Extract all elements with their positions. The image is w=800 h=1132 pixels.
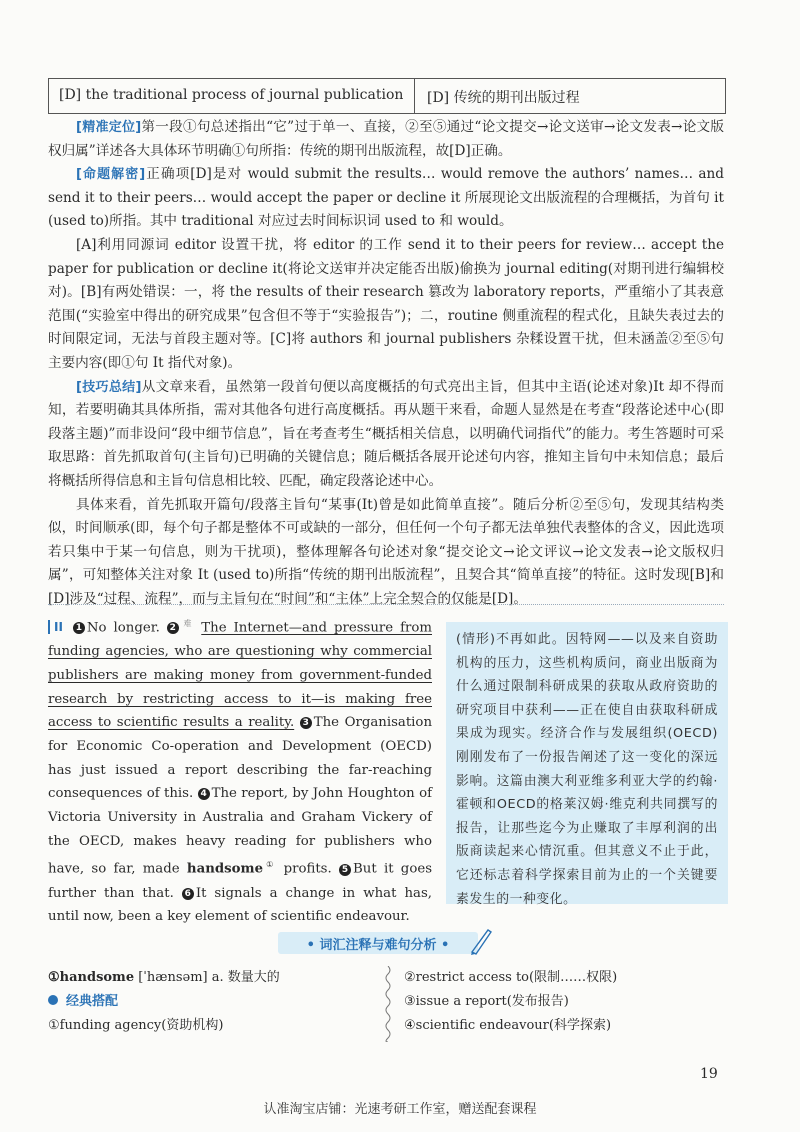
section-marker: II <box>48 620 63 634</box>
pen-icon <box>468 926 494 956</box>
sentence-1: No longer. <box>86 620 160 636</box>
analysis-paragraph-2: [命题解密]正确项[D]是对 would submit the results… would remove the authors’ names… and send it to their peers… would accept the paper or decline it 所展现论文出版流程的合理概括，为首句 it (used to)所指。其中 traditional 对应过去时间标识词 used to 和 would。 <box>48 166 724 230</box>
tag-skill-summary: [技巧总结] <box>76 379 142 395</box>
analysis-paragraph-4: [技巧总结]从文章来看，虽然第一段首句便以高度概括的句式亮出主旨，但其中主语(论述对象)It 却不得而知，若要明确其具体所指，需对其他各句进行高度概括。再从题干来看，命题人显然是在考查“段落论述中心(即段落主题)”而非设问“段中细节信息”，旨在考查考生“概括相关信息，以明确代词指代”的能力。考生答题时可采取思路：首先抓取首句(主旨句)已明确的关键信息；随后概括各展开论述句内容，推知主旨句中未知信息；最后将概括所得信息和主旨句信息相比较、匹配，确定段落论述中心。 <box>48 378 724 489</box>
vocab-right-column <box>404 966 734 1038</box>
vocab-handsome: handsome <box>186 861 264 877</box>
sentence-5: But it goes further than that. <box>48 861 433 901</box>
analysis-section <box>48 116 724 611</box>
collocation-item-3: ③issue a report(发布报告) <box>404 994 569 1009</box>
vocab-item-handsome: ①handsome [ˈhænsəm] a. 数量大的 <box>48 970 280 985</box>
english-passage: II 1 No longer. 2 $^难$ The Internet—and pressure from funding agencies, who are questioning why commercial publishers are making money from government-funded research by restricting access to it—is making free access to scientific results a reality. 3 The Organisation for Economic Co-operation and Development (OECD) has just issued a report describing the far-reaching consequences of this. 4 The report, by John Houghton of Victoria University in Australia and Graham Vickery of the OECD, makes heavy reading for publishers who have, so far, made handsome① profits. 5 But it goes further than that. 6 It signals a change in what has, until now, been a key element of scientific endeavour. <box>48 619 433 925</box>
sentence-number-2: 2 <box>167 622 179 634</box>
vocab-analysis-banner: • 词汇注释与难句分析 • <box>278 932 478 954</box>
answer-option-table <box>48 78 726 114</box>
collocation-item-4: ④scientific endeavour(科学探索) <box>404 1018 612 1033</box>
analysis-paragraph-5: 具体来看，首先抓取开篇句/段落主旨句“某事(It)曾是如此简单直接”。随后分析②至⑤句，发现其结构类似，时间顺承(即，每个句子都是整体不可或缺的一部分，但任何一个句子都无法单独代表整体的含义，因此选项若只集中于某一句信息，则为干扰项)，整体理解各句论述对象“提交论文→论文评议→论文发表→论文版权归属”，可知整体关注对象 It (used to)所指“传统的期刊出版流程”，且契合其“简单直接”的特征。这时发现[B]和[D]涉及“过程、流程”，而与主旨句在“时间”和“主体”上完全契合的仅能是[D]。 <box>48 496 724 607</box>
sentence-number-6: 6 <box>182 888 194 900</box>
sentence-number-3: 3 <box>300 717 312 729</box>
sentence-2-difficult: The Internet—and pressure from funding agencies, who are questioning why commercial publishers are making money from government-funded research by restricting access to it—is making free access to scientific results a reality. <box>48 620 432 731</box>
collocation-item-2: ②restrict access to(限制……权限) <box>404 970 618 985</box>
difficult-mark: 难 <box>180 619 195 628</box>
sentence-number-1: 1 <box>73 622 85 634</box>
chinese-translation-box: (情形)不再如此。因特网——以及来自资助机构的压力，这些机构质问，商业出版商为什么通过限制科研成果的获取从政府资助的研究项目中获利——正在使自由获取科研成果成为现实。经济合作与发展组织(OECD)刚刚发布了一份报告阐述了这一变化的深远影响。这篇由澳大利亚维多利亚大学的约翰·霍顿和OECD的格莱汉姆·维克利共同撰写的报告，让那些迄今为止赚取了丰厚利润的出版商读起来心情沉重。但其意义不止于此，它还标志着科学探索目前为止的一个关键要素发生的一种变化。 <box>446 622 728 904</box>
option-d-english: [D] the traditional process of journal publication <box>49 79 415 113</box>
footer-text: 认准淘宝店铺：光速考研工作室，赠送配套课程 <box>263 1102 537 1117</box>
wavy-divider <box>384 966 392 1042</box>
analysis-paragraph-3: [A]利用同源词 editor 设置干扰，将 editor 的工作 send it to their peers for review… accept the paper for publication or decline it(将论文送审并决定能否出版)偷换为 journal editing(对期刊进行编辑校对)。[B]有两处错误：一，将 the results of their research 篡改为 laboratory reports，严重缩小了其表意范围(“实验室中得出的研究成果”包含但不等于“实验报告”)；二，routine 侧重流程的程式化，且缺失表过去的时间限定词，无法与首段主题对等。[C]将 authors 和 journal publishers 杂糅设置干扰，但未涵盖②至⑤句主要内容(即①句 It 指代对象)。 <box>48 236 724 371</box>
sentence-4: The report, by John Houghton of Victoria University in Australia and Graham Vickery of the OECD, makes heavy reading for publishers who have, so far, made <box>48 786 432 877</box>
sentence-number-5: 5 <box>339 864 351 876</box>
section-divider <box>48 604 724 605</box>
option-d-chinese: [D] 传统的期刊出版过程 <box>427 90 580 106</box>
analysis-paragraph-1: [精准定位]第一段①句总述指出“它”过于单一、直接，②至⑤通过“论文提交→论文送审→论文发表→论文版权归属”详述各大具体环节明确①句所指：传统的期刊出版流程，故[D]正确。 <box>48 119 724 159</box>
classic-collocation-header: 经典搭配 <box>48 990 378 1014</box>
collocation-item-1: ①funding agency(资助机构) <box>48 1018 224 1033</box>
bullet-icon <box>48 995 58 1005</box>
vocab-left-column <box>48 966 378 1038</box>
sentence-number-4: 4 <box>198 788 210 800</box>
tag-precise-location: [精准定位] <box>76 120 142 135</box>
page-number: 19 <box>700 1066 718 1082</box>
tag-question-decoding: [命题解密] <box>76 167 146 183</box>
sentence-3: The Organisation for Economic Co-operation and Development (OECD) has just issued a report describing the far-reaching consequences of this. <box>48 715 433 802</box>
sentence-6: It signals a change in what has, until now, been a key element of scientific endeavour. <box>48 885 432 925</box>
